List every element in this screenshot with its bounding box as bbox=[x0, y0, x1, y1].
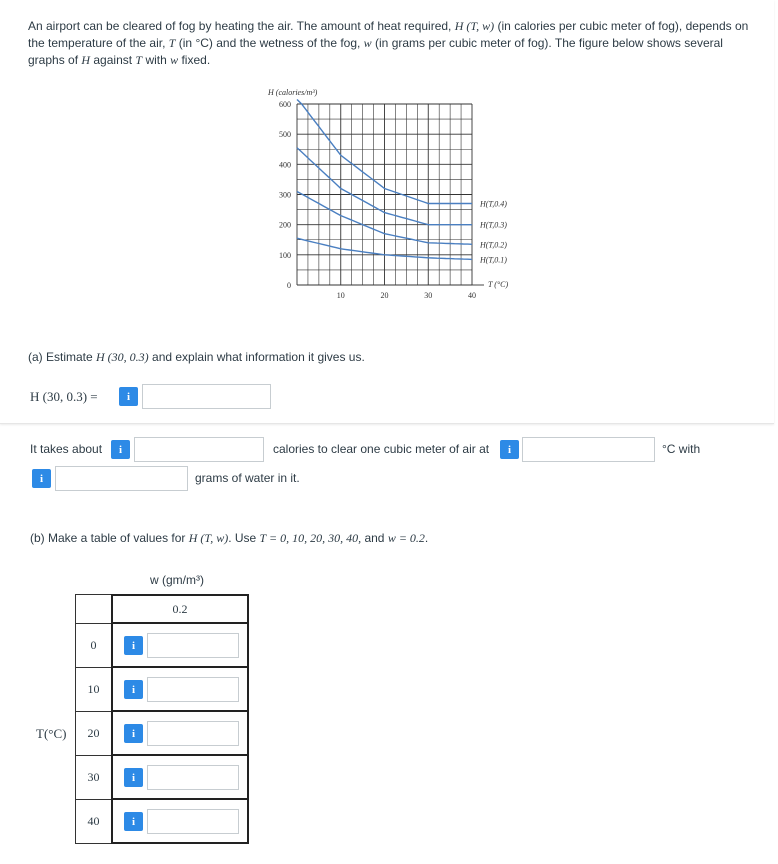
y-tick-label: 0 bbox=[287, 281, 291, 290]
h-value-input[interactable] bbox=[147, 633, 239, 658]
intro-part: with bbox=[142, 53, 171, 67]
part-a-q-pre: (a) Estimate bbox=[28, 350, 97, 364]
intro-part: (in grams per cubic meter of fog). The figure below shows several graphs of bbox=[28, 36, 723, 67]
intro-part: (in °C) and the wetness of the fog, bbox=[175, 36, 364, 50]
table-input-cell bbox=[111, 624, 249, 668]
part-b-q-end: . bbox=[424, 531, 429, 545]
intro-T: T bbox=[135, 53, 143, 67]
info-icon[interactable]: i bbox=[124, 636, 143, 655]
t-value: 30 bbox=[87, 770, 100, 784]
info-icon[interactable]: i bbox=[124, 724, 143, 743]
part-b-question bbox=[30, 531, 428, 546]
table-t-cell bbox=[75, 624, 111, 668]
y-tick-label: 200 bbox=[279, 220, 291, 230]
info-icon[interactable]: i bbox=[111, 440, 130, 459]
h-value-input[interactable] bbox=[147, 765, 239, 790]
h-30-input[interactable] bbox=[142, 384, 271, 409]
grams-input[interactable] bbox=[55, 466, 188, 491]
temperature-input[interactable] bbox=[522, 437, 655, 462]
info-icon[interactable]: i bbox=[124, 768, 143, 787]
intro-part: An airport can be cleared of fog by heating the air. The amount of heat required, bbox=[28, 19, 455, 33]
table-t-cell bbox=[75, 712, 111, 756]
x-tick-label: 30 bbox=[424, 291, 433, 300]
intro-part: fixed. bbox=[178, 53, 211, 67]
t-value: 0 bbox=[90, 638, 97, 652]
x-axis-label: T (°C) bbox=[488, 280, 509, 289]
series-label: H(T,0.2) bbox=[480, 240, 507, 250]
t-value: 10 bbox=[87, 682, 100, 696]
heat-chart bbox=[250, 82, 550, 312]
y-tick-label: 300 bbox=[279, 190, 291, 200]
part-b-q-T: T = 0, 10, 20, 30, 40, bbox=[259, 531, 362, 545]
t-value: 40 bbox=[87, 814, 100, 828]
y-tick-label: 400 bbox=[279, 160, 291, 170]
h-30-label: H (30, 0.3) = bbox=[30, 389, 98, 404]
part-a-q-expr: H (30, 0.3) bbox=[96, 350, 149, 364]
t-value: 20 bbox=[87, 726, 100, 740]
info-icon[interactable]: i bbox=[32, 469, 51, 488]
sentence-1: It takes about bbox=[30, 442, 103, 456]
w-value: 0.2 bbox=[172, 601, 188, 616]
part-a-q-post: and explain what information it gives us. bbox=[148, 350, 365, 364]
intro-text bbox=[28, 18, 756, 69]
info-icon[interactable]: i bbox=[500, 440, 519, 459]
series-label: H(T,0.1) bbox=[480, 255, 507, 265]
sentence-3: °C with bbox=[662, 442, 701, 456]
y-axis-label: H (calories/m³) bbox=[268, 88, 318, 97]
y-tick-label: 100 bbox=[279, 250, 291, 260]
y-tick-label: 500 bbox=[279, 130, 291, 140]
part-b-q-w: w = 0.2 bbox=[387, 531, 425, 545]
table-input-cell bbox=[111, 712, 249, 756]
x-tick-label: 20 bbox=[380, 291, 389, 300]
part-b-q-pre: (b) Make a table of values for bbox=[30, 531, 189, 545]
intro-H-expr: H (T, w) bbox=[454, 19, 495, 33]
table-t-cell bbox=[75, 668, 111, 712]
intro-T: T bbox=[168, 36, 176, 50]
x-tick-label: 40 bbox=[468, 291, 476, 300]
series-label: H(T,0.4) bbox=[480, 199, 507, 209]
h-value-input[interactable] bbox=[147, 721, 239, 746]
info-icon[interactable]: i bbox=[124, 680, 143, 699]
h-value-input[interactable] bbox=[147, 677, 239, 702]
intro-part: (in calories per cubic meter of fog), depends on the temperature of the air, bbox=[28, 19, 749, 50]
table-corner-cell bbox=[75, 594, 111, 624]
part-b-q-and: and bbox=[361, 531, 388, 545]
calories-input[interactable] bbox=[134, 437, 264, 462]
intro-part: against bbox=[90, 53, 136, 67]
t-row-header: T(°C) bbox=[36, 726, 67, 741]
part-a-question bbox=[28, 350, 365, 365]
table-input-cell bbox=[111, 756, 249, 800]
table-t-cell bbox=[75, 800, 111, 844]
table-t-cell bbox=[75, 756, 111, 800]
series-label: H(T,0.3) bbox=[480, 220, 507, 230]
table-input-cell bbox=[111, 668, 249, 712]
w-col-header: w (gm/m³) bbox=[150, 573, 204, 587]
h-value-input[interactable] bbox=[147, 809, 239, 834]
intro-w: w bbox=[170, 53, 179, 67]
part-b-q-expr: H (T, w) bbox=[188, 531, 229, 545]
part-b-q-mid: . Use bbox=[228, 531, 260, 545]
table-input-cell bbox=[111, 800, 249, 844]
x-tick-label: 10 bbox=[336, 291, 345, 300]
sentence-4: grams of water in it. bbox=[195, 471, 300, 485]
sentence-2: calories to clear one cubic meter of air at bbox=[273, 442, 490, 456]
intro-H: H bbox=[81, 53, 91, 67]
info-icon[interactable]: i bbox=[124, 812, 143, 831]
info-icon[interactable]: i bbox=[119, 387, 138, 406]
y-tick-label: 600 bbox=[279, 100, 291, 109]
table-w-header-cell bbox=[111, 594, 249, 624]
intro-w: w bbox=[363, 36, 372, 50]
